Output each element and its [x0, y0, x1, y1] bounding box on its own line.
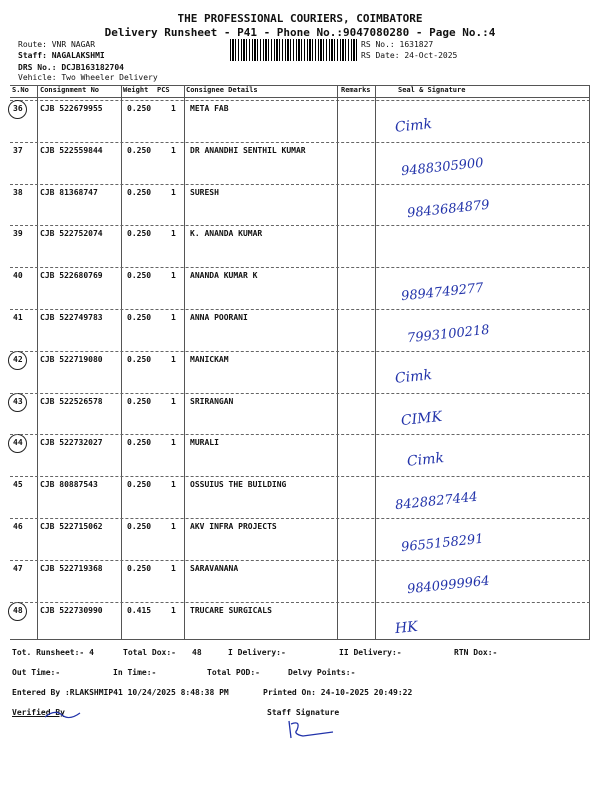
row-sno: 36	[13, 104, 23, 113]
verified-by: Verified By	[12, 708, 65, 717]
row-consignee: AKV INFRA PROJECTS	[190, 522, 277, 531]
row-weight: 0.250	[127, 104, 152, 113]
vehicle-label: Vehicle: Two Wheeler Delivery	[18, 73, 158, 82]
row-sno: 40	[13, 271, 23, 281]
row-divider	[10, 267, 590, 268]
printed-on: Printed On: 24-10-2025 20:49:22	[263, 688, 413, 697]
row-consignee: K. ANANDA KUMAR	[190, 229, 263, 239]
row-consignment: CJB 522679955	[40, 104, 103, 113]
row-weight: 0.250	[127, 145, 152, 155]
ii-delivery: II Delivery:-	[339, 648, 402, 657]
row-sno: 46	[13, 522, 23, 531]
handwritten-signature: CIMK	[400, 408, 443, 429]
col-consignment: Consignment No	[40, 86, 100, 94]
row-consignment: CJB 80887543	[40, 480, 98, 490]
row-consignee: OSSUIUS THE BUILDING	[190, 480, 287, 490]
row-consignee: SARAVANANA	[190, 563, 239, 573]
row-divider	[10, 393, 590, 394]
row-consignment: CJB 522715062	[40, 522, 103, 531]
row-divider	[10, 309, 590, 310]
row-weight: 0.415	[127, 605, 152, 615]
sno-circle-mark	[8, 602, 27, 621]
handwritten-signature: 9655158291	[400, 531, 485, 556]
row-divider	[10, 225, 590, 226]
route-label: Route: VNR NAGAR	[18, 40, 96, 49]
row-sno: 39	[13, 229, 23, 239]
sno-circle-mark	[8, 351, 27, 370]
rs-number: RS No.: 1631827	[361, 40, 434, 49]
barcode-image	[230, 39, 357, 61]
row-pcs: 1	[171, 438, 176, 448]
row-weight: 0.250	[127, 480, 152, 490]
row-consignment: CJB 522559844	[40, 145, 103, 155]
col-seal: Seal & Signature	[398, 86, 466, 94]
handwritten-signature: 9843684879	[406, 197, 491, 221]
sno-circle-mark	[8, 393, 27, 412]
row-consignment: CJB 522719368	[40, 563, 103, 573]
row-sno: 43	[13, 396, 23, 406]
row-consignee: MURALI	[190, 438, 219, 448]
row-divider	[10, 560, 590, 561]
row-sno: 42	[13, 354, 23, 364]
row-sno: 37	[13, 145, 23, 155]
row-pcs: 1	[171, 605, 176, 615]
handwritten-signature: HK	[394, 618, 419, 637]
row-divider	[10, 434, 590, 435]
row-divider	[10, 351, 590, 352]
sno-circle-mark	[8, 434, 27, 453]
row-weight: 0.250	[127, 313, 152, 322]
row-weight: 0.250	[127, 438, 152, 448]
row-sno: 44	[13, 438, 23, 448]
rtn-dox: RTN Dox:-	[454, 648, 498, 657]
row-weight: 0.250	[127, 354, 152, 364]
row-pcs: 1	[171, 396, 176, 406]
row-consignment: CJB 522749783	[40, 313, 103, 322]
row-divider	[10, 476, 590, 477]
row-divider	[10, 518, 590, 519]
row-consignee: MANICKAM	[190, 354, 229, 364]
total-pod: Total POD:-	[207, 668, 260, 677]
delvy-points: Delvy Points:-	[288, 668, 356, 677]
row-divider	[10, 184, 590, 185]
handwritten-signature: Cimk	[394, 116, 433, 136]
row-pcs: 1	[171, 104, 176, 113]
handwritten-signature: Cimk	[406, 450, 445, 471]
row-sno: 38	[13, 187, 23, 197]
rs-date: RS Date: 24-Oct-2025	[361, 51, 458, 60]
handwritten-signature: 7993100218	[406, 322, 491, 347]
row-consignee: ANNA POORANI	[190, 313, 248, 322]
row-pcs: 1	[171, 522, 176, 531]
col-remarks: Remarks	[341, 86, 371, 94]
row-pcs: 1	[171, 145, 176, 155]
row-weight: 0.250	[127, 271, 152, 281]
handwritten-signature: Cimk	[394, 366, 433, 387]
row-consignment: CJB 522732027	[40, 438, 103, 448]
row-pcs: 1	[171, 187, 176, 197]
i-delivery: I Delivery:-	[228, 648, 286, 657]
col-weight: Weight	[123, 86, 149, 94]
entered-by: Entered By :RLAKSHMIP41 10/24/2025 8:48:38 PM	[12, 688, 229, 697]
staff-signature-mark	[283, 718, 343, 743]
row-pcs: 1	[171, 313, 176, 322]
row-pcs: 1	[171, 354, 176, 364]
in-time: In Time:-	[113, 668, 157, 677]
tot-runsheet: Tot. Runsheet:- 4	[12, 648, 94, 657]
row-divider	[10, 602, 590, 603]
row-pcs: 1	[171, 480, 176, 490]
row-pcs: 1	[171, 271, 176, 281]
row-consignee: SRIRANGAN	[190, 396, 234, 406]
row-consignee: DR ANANDHI SENTHIL KUMAR	[190, 145, 306, 155]
row-consignment: CJB 522526578	[40, 396, 103, 406]
row-weight: 0.250	[127, 522, 152, 531]
out-time: Out Time:-	[12, 668, 61, 677]
sno-circle-mark	[8, 100, 27, 119]
row-consignee: ANANDA KUMAR K	[190, 271, 258, 281]
row-pcs: 1	[171, 229, 176, 239]
drs-number: DRS No.: DCJB163182704	[18, 63, 124, 72]
row-consignment: CJB 81368747	[40, 187, 98, 197]
staff-signature-label: Staff Signature	[267, 708, 340, 717]
row-weight: 0.250	[127, 187, 152, 197]
total-dox-value: 48	[192, 648, 202, 657]
row-sno: 45	[13, 480, 23, 490]
company-title: THE PROFESSIONAL COURIERS, COIMBATORE	[177, 12, 423, 25]
row-consignment: CJB 522752074	[40, 229, 103, 239]
row-pcs: 1	[171, 563, 176, 573]
row-sno: 48	[13, 605, 23, 615]
col-sno: S.No	[12, 86, 29, 94]
row-consignee: META FAB	[190, 104, 229, 113]
total-dox-label: Total Dox:-	[123, 648, 176, 657]
row-weight: 0.250	[127, 229, 152, 239]
handwritten-signature: 8428827444	[394, 489, 479, 514]
row-consignee: TRUCARE SURGICALS	[190, 605, 272, 615]
row-sno: 47	[13, 563, 23, 573]
row-weight: 0.250	[127, 396, 152, 406]
verified-signature-mark	[40, 705, 90, 725]
row-consignment: CJB 522680769	[40, 271, 103, 281]
row-consignee: SURESH	[190, 187, 219, 197]
col-consignee: Consignee Details	[186, 86, 258, 94]
runsheet-subtitle: Delivery Runsheet - P41 - Phone No.:9047080280 - Page No.:4	[104, 26, 496, 39]
handwritten-signature: 9894749277	[400, 280, 485, 305]
handwritten-signature: 9488305900	[400, 155, 485, 180]
col-pcs: PCS	[157, 86, 170, 94]
handwritten-signature: 9840999964	[406, 573, 491, 598]
row-divider	[10, 142, 590, 143]
row-sno: 41	[13, 313, 23, 322]
staff-label: Staff: NAGALAKSHMI	[18, 51, 105, 60]
row-weight: 0.250	[127, 563, 152, 573]
row-consignment: CJB 522719080	[40, 354, 103, 364]
row-consignment: CJB 522730990	[40, 605, 103, 615]
